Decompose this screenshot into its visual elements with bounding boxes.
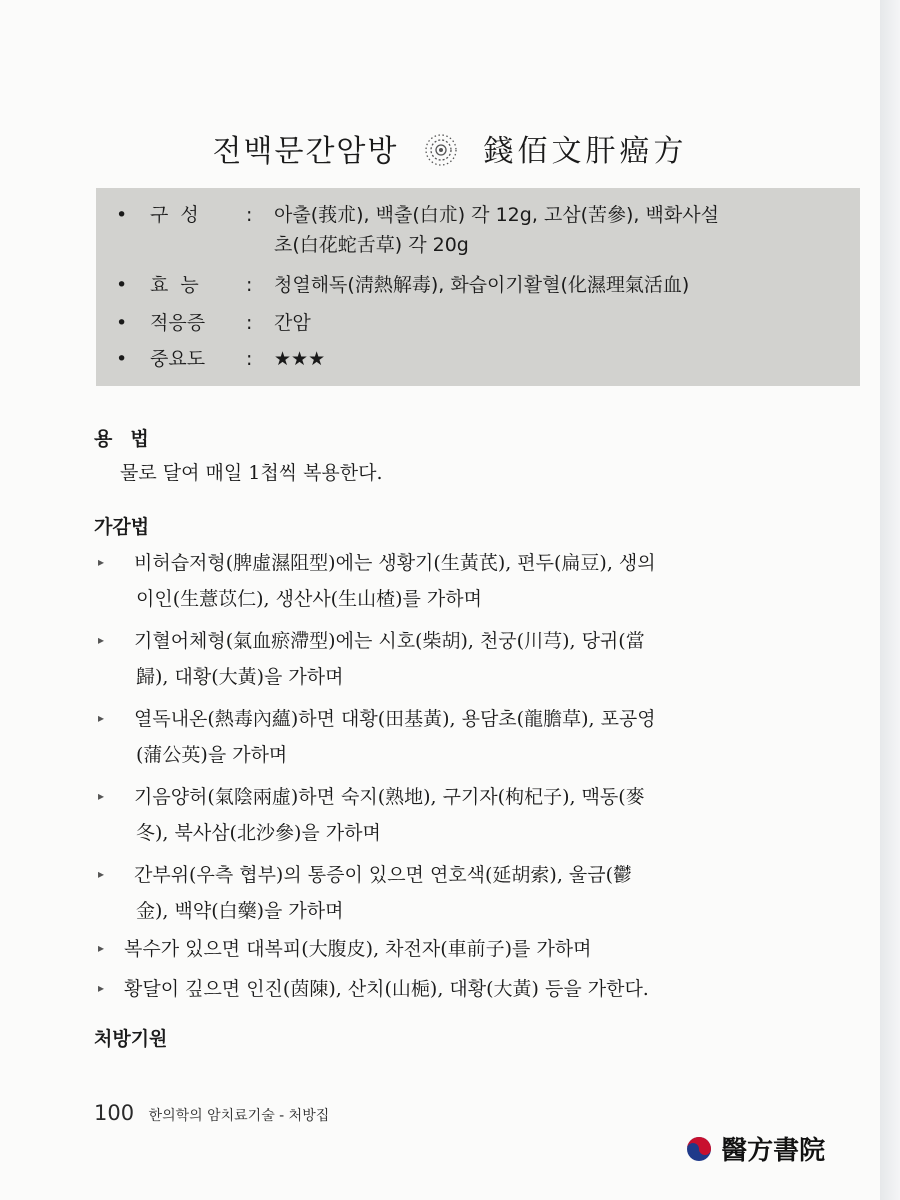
triangle-marker-icon: ▸ xyxy=(98,867,105,881)
page-number: 100 xyxy=(94,1101,135,1125)
origin-heading: 처방기원 xyxy=(94,1028,168,1050)
flower-ornament-icon xyxy=(424,133,458,167)
bullet: • xyxy=(116,204,128,226)
triangle-marker-icon: ▸ xyxy=(98,555,105,569)
list-item-line: 기음양허(氣陰兩虛)하면 숙지(熟地), 구기자(枸杞子), 맥동(麥 xyxy=(134,786,645,808)
triangle-marker-icon: ▸ xyxy=(98,981,105,995)
bullet: • xyxy=(116,348,128,370)
colon: : xyxy=(246,204,253,226)
summary-label: 중요도 xyxy=(150,348,206,370)
list-item-line: 열독내온(熱毒內蘊)하면 대황(田基黃), 용담초(龍膽草), 포공영 xyxy=(134,708,656,730)
triangle-marker-icon: ▸ xyxy=(98,711,105,725)
list-item-line: 비허습저형(脾虛濕阻型)에는 생황기(生黃芪), 편두(扁豆), 생의 xyxy=(134,552,656,574)
list-item-line: 金), 백약(白藥)을 가하며 xyxy=(136,900,344,922)
list-item-line: 이인(生薏苡仁), 생산사(生山楂)를 가하며 xyxy=(136,588,482,610)
usage-text: 물로 달여 매일 1첩씩 복용한다. xyxy=(120,462,383,484)
list-item-line: (蒲公英)을 가하며 xyxy=(136,744,288,766)
summary-value: 간암 xyxy=(274,312,311,334)
summary-label: 효 능 xyxy=(150,274,199,296)
title-korean: 전백문간암방 xyxy=(212,134,399,169)
list-item-line: 기혈어체형(氣血瘀滯型)에는 시호(柴胡), 천궁(川芎), 당귀(當 xyxy=(134,630,645,652)
summary-label: 적응증 xyxy=(150,312,206,334)
summary-box xyxy=(96,188,860,386)
publisher-name: 醫方書院 xyxy=(721,1136,826,1166)
page-edge xyxy=(880,0,900,1200)
publisher-logo xyxy=(686,1130,825,1174)
list-item-line: 간부위(우측 협부)의 통증이 있으면 연호색(延胡索), 울금(鬱 xyxy=(134,864,633,886)
prescription-title xyxy=(0,126,900,170)
book-title: 한의학의 암치료기술 - 처방집 xyxy=(148,1108,330,1124)
bullet: • xyxy=(116,274,128,296)
list-item-line: 歸), 대황(大黃)을 가하며 xyxy=(136,666,344,688)
list-item-line: 冬), 북사삼(北沙參)을 가하며 xyxy=(136,822,381,844)
modify-heading: 가감법 xyxy=(94,516,150,538)
page-footer xyxy=(94,1101,329,1125)
triangle-marker-icon: ▸ xyxy=(98,789,105,803)
taeguk-icon xyxy=(686,1136,712,1162)
list-item-line: 황달이 깊으면 인진(茵陳), 산치(山梔), 대황(大黃) 등을 가한다. xyxy=(124,978,649,1000)
triangle-marker-icon: ▸ xyxy=(98,633,105,647)
summary-value: 청열해독(淸熱解毒), 화습이기활혈(化濕理氣活血) xyxy=(274,274,690,296)
bullet: • xyxy=(116,312,128,334)
colon: : xyxy=(246,312,253,334)
colon: : xyxy=(246,274,253,296)
list-item-line: 복수가 있으면 대복피(大腹皮), 차전자(車前子)를 가하며 xyxy=(124,938,592,960)
summary-label: 구 성 xyxy=(150,204,199,226)
summary-value-continued: 초(白花蛇舌草) 각 20g xyxy=(274,234,469,256)
colon: : xyxy=(246,348,253,370)
triangle-marker-icon: ▸ xyxy=(98,941,105,955)
usage-heading: 용법 xyxy=(94,428,167,450)
summary-value: 아출(莪朮), 백출(白朮) 각 12g, 고삼(苦參), 백화사설 xyxy=(274,204,719,226)
importance-stars: ★★★ xyxy=(274,348,326,370)
title-hanja: 錢佰文肝癌方 xyxy=(483,134,688,169)
